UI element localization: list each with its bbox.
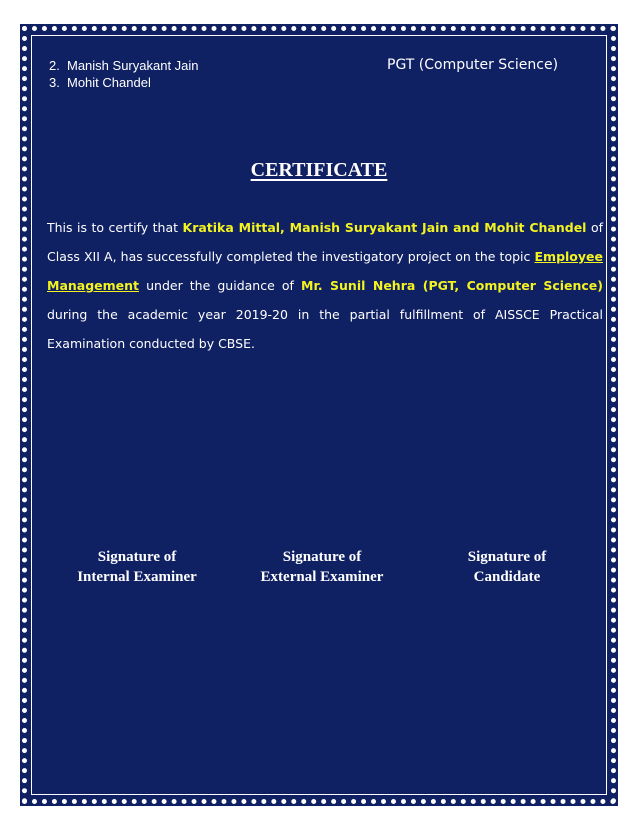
intro-text: This is to certify that — [47, 220, 183, 235]
project-topic: Employee Management — [47, 249, 603, 293]
team-member-item — [49, 57, 199, 74]
signature-label-line1: Signature of — [282, 549, 362, 565]
signature-label-line2: Candidate — [473, 569, 541, 585]
signature-external-examiner — [242, 547, 402, 587]
member-name: Mohit Chandel — [67, 75, 151, 90]
certificate-title: CERTIFICATE — [250, 159, 388, 181]
signature-label-line1: Signature of — [97, 549, 177, 565]
signature-label-line2: Internal Examiner — [77, 569, 197, 585]
certificate-body — [47, 213, 603, 358]
closing-text: during the academic year 2019-20 in the partial fulfillment of AISSCE Practical Examination conducted by CBSE. — [47, 307, 603, 351]
signature-label-line2: External Examiner — [260, 569, 384, 585]
team-member-list — [49, 57, 199, 91]
team-member-item — [49, 74, 199, 91]
guide-name: Mr. Sunil Nehra (PGT, Computer Science) — [301, 278, 603, 293]
student-names: Kratika Mittal, Manish Suryakant Jain and Mohit Chandel — [182, 220, 587, 235]
certificate-frame — [22, 26, 616, 804]
signature-label-line1: Signature of — [467, 549, 547, 565]
member-number: 3. — [49, 75, 60, 90]
frame-inner-border — [31, 35, 607, 795]
member-name: Manish Suryakant Jain — [67, 58, 199, 73]
member-number: 2. — [49, 58, 60, 73]
class-text: of Class XII A, has successfully completed the investigatory project on the topic — [47, 220, 604, 264]
signature-internal-examiner — [67, 547, 207, 587]
guidance-text: under the guidance of — [139, 278, 301, 293]
guide-designation: PGT (Computer Science) — [387, 57, 559, 73]
signature-candidate — [437, 547, 577, 587]
